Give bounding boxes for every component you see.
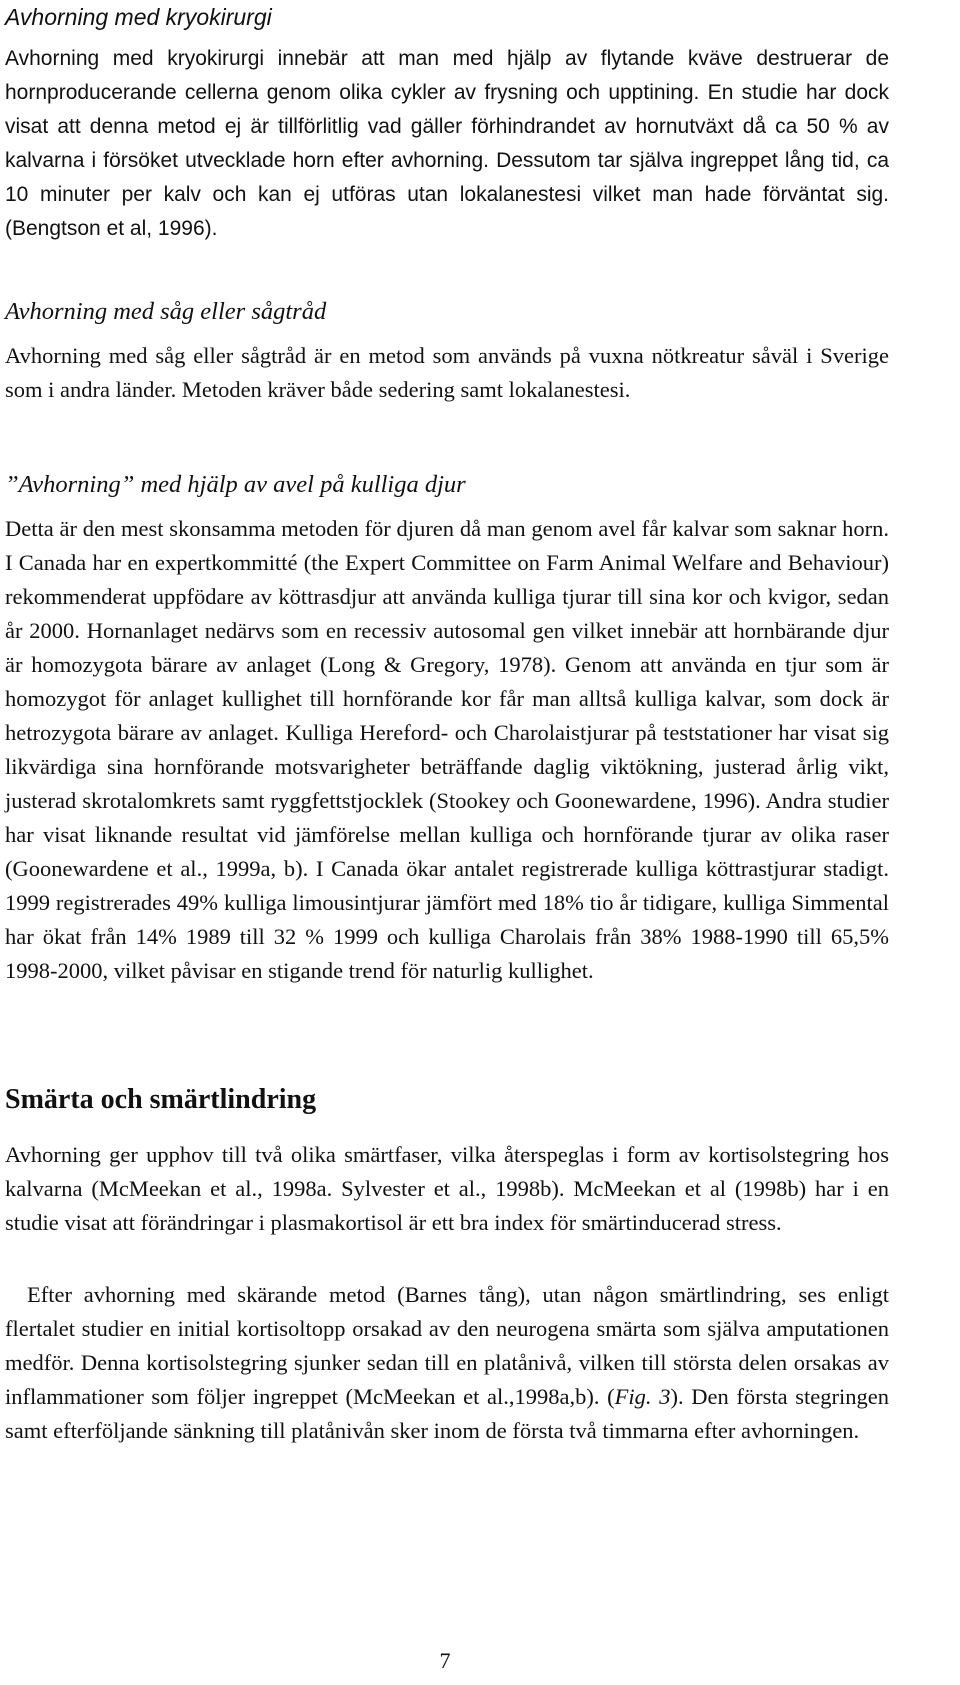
heading-kryokirurgi: Avhorning med kryokirurgi <box>5 4 272 30</box>
figure-reference: Fig. 3 <box>614 1384 671 1409</box>
paragraph-smarta-2 <box>5 1278 889 1448</box>
paragraph-smarta-2-text-a: Efter avhorning med skärande metod (Barnes tång), utan någon smärtlindring, ses enligt flertalet studier en initial kortisoltopp orsakad av den neurogena smärta som själva amputationen medför. Denna kortisolstegring sjunker sedan till en platånivå, vilken till största delen orsakas av inflammationer som följer ingreppet (McMeekan et al.,1998a,b). ( <box>5 1282 889 1409</box>
paragraph-smarta-2-text-b: ). Den första stegringen samt efterföljande sänkning till platånivån sker inom de första två timmarna efter avhorningen. <box>5 1384 889 1443</box>
heading-sag: Avhorning med såg eller sågtråd <box>5 298 327 325</box>
heading-smarta: Smärta och smärtlindring <box>5 1084 317 1115</box>
paragraph-sag: Avhorning med såg eller sågtråd är en metod som används på vuxna nötkreatur såväl i Sverige som i andra länder. Metoden kräver både sedering samt lokalanestesi. <box>5 343 889 402</box>
paragraph-smarta-1: Avhorning ger upphov till två olika smärtfaser, vilka återspeglas i form av kortisolstegring hos kalvarna (McMeekan et al., 1998a. Sylvester et al., 1998b). McMeekan et al (1998b) har i en studie visat att förändringar i plasmakortisol är ett bra index för smärtinducerad stress. <box>5 1142 889 1235</box>
paragraph-avel: Detta är den mest skonsamma metoden för djuren då man genom avel får kalvar som saknar horn. I Canada har en expertkommitté (the Expert Committee on Farm Animal Welfare and Behaviour) rekommenderat uppfödare av köttrasdjur att använda kulliga tjurar till sina kor och kvigor, sedan år 2000. Hornanlaget nedärvs som en recessiv autosomal gen vilket innebär att hornbärande djur är homozygota bärare av anlaget (Long & Gregory, 1978). Genom att använda en tjur som är homozygot för anlaget kullighet till hornförande kor får man alltså kulliga kalvar, som dock är hetrozygota bärare av anlaget. Kulliga Hereford- och Charolaistjurar på teststationer har visat sig likvärdiga sina hornförande motsvarigheter beträffande daglig viktökning, justerad årlig vikt, justerad skrotalomkrets samt ryggfettstjocklek (Stookey och Goonewardene, 1996). Andra studier har visat liknande resultat vid jämförelse mellan kulliga och hornförande tjurar av olika raser (Goonewardene et al., 1999a, b). I Canada ökar antalet registrerade kulliga köttrastjurar stadigt. 1999 registrerades 49% kulliga limousintjurar jämfört med 18% tio år tidigare, kulliga Simmental har ökat från 14% 1989 till 32 % 1999 och kulliga Charolais från 38% 1988-1990 till 65,5% 1998-2000, vilket påvisar en stigande trend för naturlig kullighet. <box>5 516 889 983</box>
page-number: 7 <box>439 1648 451 1673</box>
heading-avel: ”Avhorning” med hjälp av avel på kulliga djur <box>5 471 466 498</box>
paragraph-kryokirurgi: Avhorning med kryokirurgi innebär att man med hjälp av flytande kväve destruerar de hornproducerande cellerna genom olika cykler av frysning och upptining. En studie har dock visat att denna metod ej är tillförlitlig vad gäller förhindrandet av hornutväxt då ca 50 % av kalvarna i försöket utvecklade horn efter avhorning. Dessutom tar själva ingreppet lång tid, ca 10 minuter per kalv och kan ej utföras utan lokalanestesi vilket man hade förväntat sig. (Bengtson et al, 1996). <box>5 47 889 240</box>
